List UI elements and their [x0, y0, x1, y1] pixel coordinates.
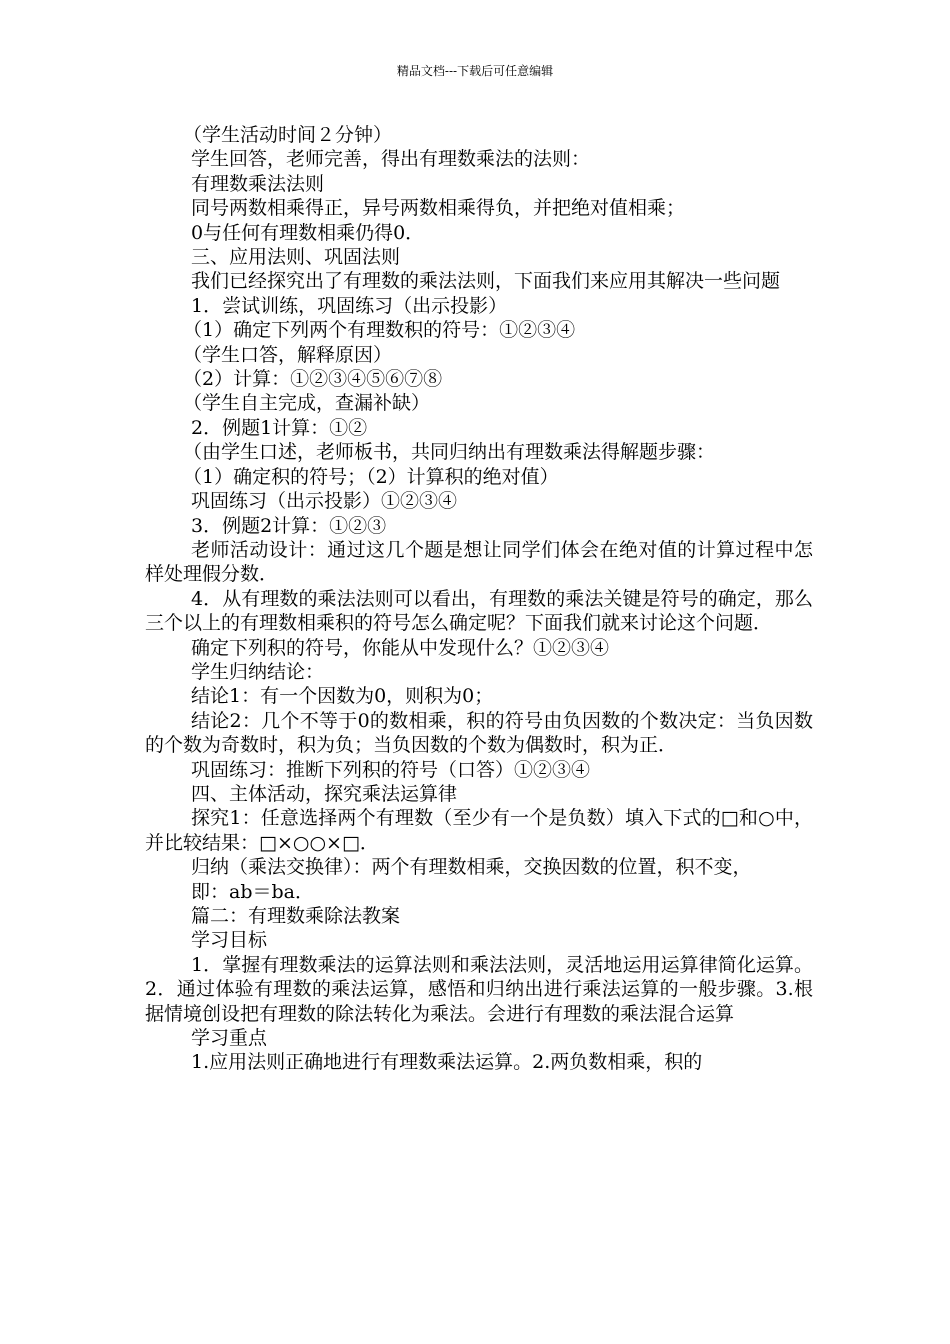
- paragraph: 巩固练习：推断下列积的符号（口答）①②③④: [191, 758, 591, 781]
- paragraph: 1.应用法则正确地进行有理数乘法运算。2.两负数相乘，积的: [191, 1051, 703, 1074]
- paragraph: 即：ab＝ba．: [191, 880, 314, 903]
- paragraph: 三、应用法则、巩固法则: [191, 246, 401, 269]
- paragraph: 1．掌握有理数乘法的运算法则和乘法法则，灵活地运用运算律简化运算。2．通过体验有理数的乘法运算，感悟和归纳出进行乘法运算的一般步骤。3.根据情境创设把有理数的除法转化为乘法。会进行有理数的乘法混合运算: [145, 953, 813, 1025]
- paragraph: 4．从有理数的乘法法则可以看出，有理数的乘法关键是符号的确定，那么三个以上的有理数相乘积的符号怎么确定呢？下面我们就来讨论这个问题．: [145, 587, 813, 635]
- paragraph: 学习目标: [191, 929, 268, 952]
- paragraph: （由学生口述，老师板书，共同归纳出有理数乘法得解题步骤：: [183, 441, 716, 464]
- paragraph: 2．例题1计算：①②: [191, 416, 368, 439]
- paragraph: 0与任何有理数相乘仍得0．: [191, 221, 425, 244]
- document-body: [145, 123, 813, 1075]
- paragraph: 探究1：任意选择两个有理数（至少有一个是负数）填入下式的□和○中，并比较结果：□×○○×□．: [145, 807, 813, 854]
- paragraph: 我们已经探究出了有理数的乘法法则，下面我们来应用其解决一些问题: [191, 270, 781, 293]
- paragraph: 老师活动设计：通过这几个题是想让同学们体会在绝对值的计算过程中怎样处理假分数．: [145, 538, 813, 586]
- paragraph: （2）计算：①②③④⑤⑥⑦⑧: [183, 368, 443, 391]
- paragraph: 学生归纳结论：: [191, 660, 325, 683]
- paragraph: （学生自主完成，查漏补缺）: [183, 392, 431, 415]
- paragraph: 3．例题2计算：①②③: [191, 514, 387, 537]
- paragraph: 结论2：几个不等于0的数相乘，积的符号由负因数的个数决定：当负因数的个数为奇数时，积为负；当负因数的个数为偶数时，积为正．: [145, 709, 813, 757]
- paragraph: （学生活动时间２分钟）: [183, 124, 393, 146]
- page-header: 精品文档---下载后可任意编辑: [396, 64, 554, 78]
- paragraph: 学习重点: [191, 1027, 268, 1050]
- paragraph: 同号两数相乘得正，异号两数相乘得负，并把绝对值相乘；: [191, 197, 686, 220]
- paragraph: 四、主体活动，探究乘法运算律: [191, 782, 458, 805]
- paragraph: 结论1：有一个因数为0，则积为0；: [191, 685, 494, 708]
- paragraph: 确定下列积的符号，你能从中发现什么？①②③④: [191, 636, 610, 659]
- paragraph: （1）确定下列两个有理数积的符号：①②③④: [183, 319, 576, 342]
- paragraph: （1）确定积的符号；（2）计算积的绝对值）: [183, 465, 559, 488]
- paragraph: 学生回答，老师完善，得出有理数乘法的法则：: [191, 148, 591, 171]
- paragraph: 巩固练习（出示投影）①②③④: [191, 490, 458, 513]
- paragraph: 有理数乘法法则: [191, 172, 325, 195]
- paragraph: 篇二：有理数乘除法教案: [191, 905, 401, 927]
- paragraph: 归纳（乘法交换律）：两个有理数相乘，交换因数的位置，积不变，: [191, 856, 752, 879]
- paragraph: （学生口答，解释原因）: [183, 343, 393, 366]
- paragraph: 1．尝试训练，巩固练习（出示投影）: [191, 294, 508, 317]
